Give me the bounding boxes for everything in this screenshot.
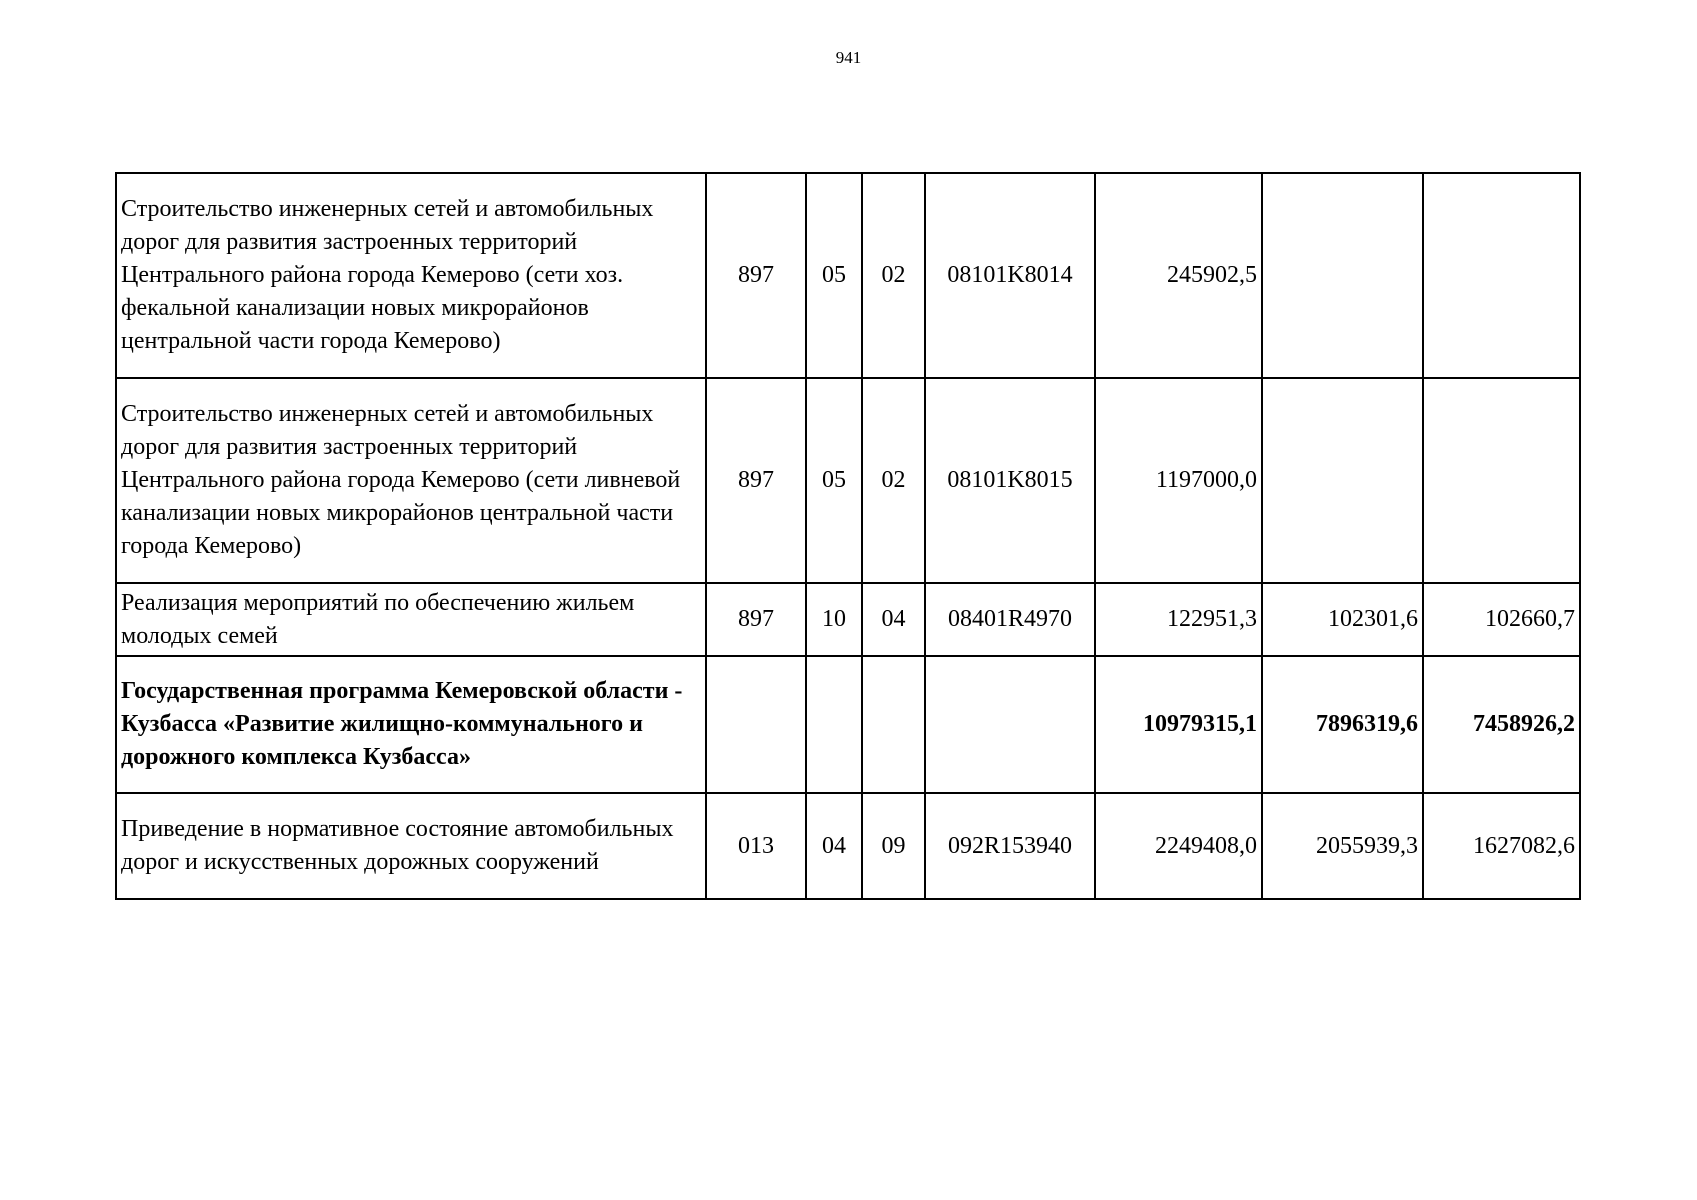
amount-year-3 — [1423, 173, 1580, 378]
section-code: 05 — [806, 378, 862, 583]
section-code — [806, 656, 862, 793]
amount-year-2: 102301,6 — [1262, 583, 1423, 656]
target-code: 08401R4970 — [925, 583, 1095, 656]
target-code: 092R153940 — [925, 793, 1095, 899]
amount-year-3: 1627082,6 — [1423, 793, 1580, 899]
ministry-code — [706, 656, 806, 793]
table-row-program-total — [116, 656, 1580, 793]
section-code: 05 — [806, 173, 862, 378]
table-row — [116, 173, 1580, 378]
amount-year-2: 2055939,3 — [1262, 793, 1423, 899]
amount-year-1: 122951,3 — [1095, 583, 1262, 656]
section-code: 10 — [806, 583, 862, 656]
row-name: Строительство инженерных сетей и автомобильных дорог для развития застроенных территорий Центрального района города Кемерово (сети хоз. фекальной канализации новых микрорайонов центральной части города Кемерово) — [116, 173, 706, 378]
amount-year-1: 1197000,0 — [1095, 378, 1262, 583]
ministry-code: 013 — [706, 793, 806, 899]
amount-year-1: 10979315,1 — [1095, 656, 1262, 793]
table-row — [116, 793, 1580, 899]
subsection-code: 09 — [862, 793, 925, 899]
target-code: 08101K8015 — [925, 378, 1095, 583]
amount-year-2 — [1262, 378, 1423, 583]
budget-table — [115, 172, 1581, 900]
page-number: 941 — [835, 48, 862, 67]
amount-year-1: 2249408,0 — [1095, 793, 1262, 899]
table-row — [116, 583, 1580, 656]
amount-year-1: 245902,5 — [1095, 173, 1262, 378]
amount-year-3 — [1423, 378, 1580, 583]
ministry-code: 897 — [706, 173, 806, 378]
amount-year-2: 7896319,6 — [1262, 656, 1423, 793]
row-name: Строительство инженерных сетей и автомобильных дорог для развития застроенных территорий Центрального района города Кемерово (сети ливневой канализации новых микрорайонов центральной части города Кемерово) — [116, 378, 706, 583]
amount-year-3: 7458926,2 — [1423, 656, 1580, 793]
row-name: Реализация мероприятий по обеспечению жильем молодых семей — [116, 583, 706, 656]
section-code: 04 — [806, 793, 862, 899]
amount-year-3: 102660,7 — [1423, 583, 1580, 656]
ministry-code: 897 — [706, 583, 806, 656]
amount-year-2 — [1262, 173, 1423, 378]
table-row — [116, 378, 1580, 583]
subsection-code: 02 — [862, 378, 925, 583]
ministry-code: 897 — [706, 378, 806, 583]
subsection-code: 02 — [862, 173, 925, 378]
row-name: Государственная программа Кемеровской области - Кузбасса «Развитие жилищно-коммунального и дорожного комплекса Кузбасса» — [116, 656, 706, 793]
row-name: Приведение в нормативное состояние автомобильных дорог и искусственных дорожных сооружений — [116, 793, 706, 899]
target-code: 08101K8014 — [925, 173, 1095, 378]
subsection-code — [862, 656, 925, 793]
subsection-code: 04 — [862, 583, 925, 656]
target-code — [925, 656, 1095, 793]
